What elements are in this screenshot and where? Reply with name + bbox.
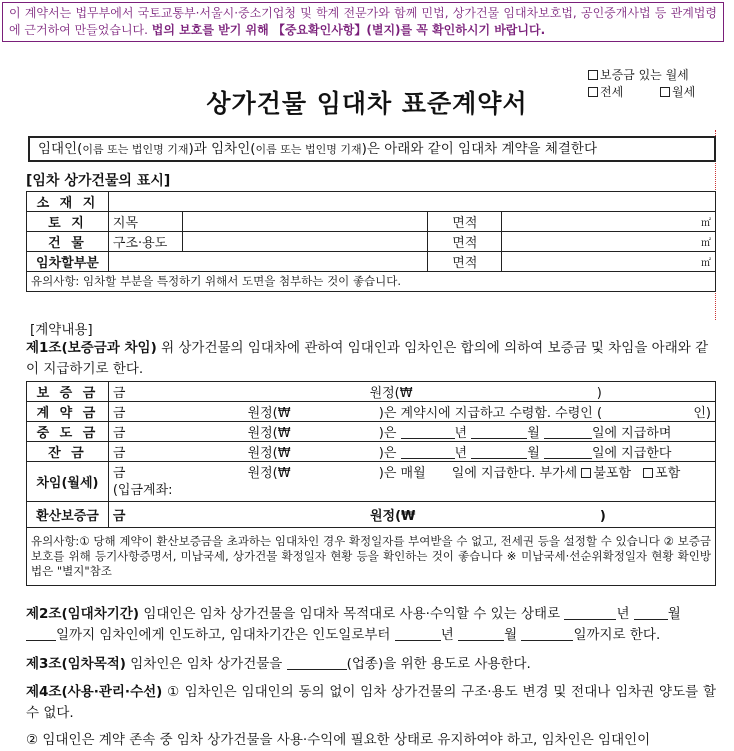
geum-text: 금 bbox=[112, 509, 126, 524]
year-text: 년 bbox=[454, 446, 468, 461]
intro-text: 임대인( bbox=[38, 141, 83, 157]
rent-text: )은 매월 bbox=[378, 465, 426, 481]
table-row bbox=[27, 382, 716, 402]
table-row bbox=[27, 402, 716, 422]
contract-text: )은 계약시에 지급하고 수령함. 수령인 ( bbox=[378, 406, 603, 421]
contract-payment-field[interactable] bbox=[108, 402, 715, 422]
label-land: 토 지 bbox=[27, 212, 109, 232]
won-text: 원정(₩ bbox=[247, 426, 291, 441]
location-field[interactable] bbox=[108, 192, 715, 212]
article-text: (업종)을 위한 용도로 사용한다. bbox=[346, 656, 531, 672]
table-row bbox=[27, 502, 716, 528]
vat-excluded: 불포함 bbox=[593, 465, 632, 481]
label-contract-payment: 계 약 금 bbox=[27, 402, 109, 422]
section-heading-property: [임차 상가건물의 표시] bbox=[26, 173, 171, 189]
year-text: 년 bbox=[616, 606, 630, 622]
payment-note bbox=[27, 528, 716, 586]
area-unit[interactable]: ㎡ bbox=[502, 252, 716, 272]
option-label: 보증금 있는 월세 bbox=[600, 68, 689, 82]
legal-notice-box bbox=[2, 2, 724, 42]
geum-text: 금 bbox=[112, 446, 126, 461]
eun-text: )은 bbox=[378, 426, 397, 441]
intro-text: )과 임차인( bbox=[188, 141, 256, 157]
option-label: 전세 bbox=[600, 85, 624, 99]
notice-important: 법의 보호를 받기 위해 【중요확인사항】(별지)를 꼭 확인하시기 바랍니다. bbox=[151, 23, 546, 37]
table-row bbox=[27, 252, 716, 272]
article-1 bbox=[26, 338, 716, 380]
label-area: 면적 bbox=[428, 252, 502, 272]
payment-table bbox=[26, 381, 716, 586]
area-unit[interactable]: ㎡ bbox=[502, 232, 716, 252]
article-title: 제2조(임대차기간) bbox=[26, 606, 140, 622]
won-text: 원정(₩ bbox=[369, 509, 416, 524]
table-row bbox=[27, 192, 716, 212]
label-middle-payment: 중 도 금 bbox=[27, 422, 109, 442]
paren-text: ) bbox=[596, 386, 602, 401]
rent-day-text: 일에 지급한다. 부가세 bbox=[451, 465, 578, 481]
checkbox-icon[interactable] bbox=[581, 468, 591, 478]
month-text: 월 bbox=[667, 606, 681, 622]
won-text: 원정(₩ bbox=[247, 446, 291, 461]
note-text: ※ 미납국세·선순위확정일자 현황 확인방법은 "별지"참조 bbox=[31, 549, 712, 578]
month-text: 월 bbox=[527, 426, 540, 441]
paren-text: ) bbox=[599, 509, 606, 524]
table-row bbox=[27, 442, 716, 462]
eun-text: )은 bbox=[378, 446, 397, 461]
table-row bbox=[27, 212, 716, 232]
table-row bbox=[27, 232, 716, 252]
year-text: 년 bbox=[454, 426, 468, 441]
label-location: 소 재 지 bbox=[27, 192, 109, 212]
section-heading-contract: [계약내용] bbox=[30, 322, 93, 338]
article-4 bbox=[26, 682, 716, 751]
won-text: 원정(₩ bbox=[369, 386, 413, 401]
note-text: 유의사항:① 당해 계약이 환산보증금을 초과하는 임대차인 경우 확정일자를 부여받을 수 없고, 전세권 등을 설정할 수 있습니다 bbox=[31, 534, 660, 548]
won-text: 원정(₩ bbox=[247, 465, 291, 481]
label-leased-part: 임차할부분 bbox=[27, 252, 109, 272]
converted-deposit-field[interactable] bbox=[108, 502, 715, 528]
geum-text: 금 bbox=[112, 426, 126, 441]
article-text: 임대인은 임차 상가건물을 임대차 목적대로 사용·수익할 수 있는 상태로 bbox=[143, 606, 561, 622]
option-deposit-monthly[interactable] bbox=[588, 66, 689, 83]
deposit-field[interactable] bbox=[108, 382, 715, 402]
intro-small: 이름 또는 법인명 기재 bbox=[82, 143, 189, 156]
year-text: 년 bbox=[440, 627, 454, 643]
area-unit[interactable]: ㎡ bbox=[502, 212, 716, 232]
article-text: 임차인은 임차 상가건물을 bbox=[130, 656, 283, 672]
table-row bbox=[27, 272, 716, 292]
intro-sentence bbox=[28, 136, 716, 162]
property-note: 유의사항: 임차할 부분을 특정하기 위해서 도면을 첨부하는 것이 좋습니다. bbox=[27, 272, 716, 292]
label-land-category: 지목 bbox=[108, 212, 182, 232]
table-row bbox=[27, 528, 716, 586]
article-3 bbox=[26, 654, 716, 675]
checkbox-icon[interactable] bbox=[588, 70, 598, 80]
article-text: 일까지 임차인에게 인도하고, 임대차기간은 인도일로부터 bbox=[56, 627, 391, 643]
label-area: 면적 bbox=[428, 212, 502, 232]
table-row bbox=[27, 422, 716, 442]
account-text: (입금계좌: bbox=[112, 482, 173, 498]
checkbox-icon[interactable] bbox=[643, 468, 653, 478]
intro-text: )은 아래와 같이 임대차 계약을 체결한다 bbox=[361, 141, 598, 157]
article-title: 제3조(임차목적) bbox=[26, 656, 126, 672]
article-text: 위 상가건물의 임대차에 관하여 임대인과 임차인은 합의에 의하여 보증금 및 차임을 아래와 같이 지급하기로 한다. bbox=[26, 340, 709, 377]
month-text: 월 bbox=[527, 446, 540, 461]
geum-text: 금 bbox=[112, 465, 126, 481]
day-text: 일에 지급하며 bbox=[591, 426, 672, 441]
article-title: 제1조(보증금과 차임) bbox=[26, 340, 157, 356]
label-rent: 차임(월세) bbox=[27, 462, 109, 502]
middle-payment-field[interactable] bbox=[108, 422, 715, 442]
land-category-field[interactable] bbox=[182, 212, 428, 232]
vat-included: 포함 bbox=[655, 465, 681, 481]
day-text: 일에 지급한다 bbox=[591, 446, 672, 461]
article-2 bbox=[26, 604, 716, 646]
label-area: 면적 bbox=[428, 232, 502, 252]
table-row bbox=[27, 462, 716, 502]
won-text: 원정(₩ bbox=[247, 406, 291, 421]
rent-field[interactable] bbox=[108, 462, 715, 502]
notice-text: 이 계약서는 법무부에서 국토교통부·서울시·중소기업청 및 학계 전문가와 함께 민법, 상가건물 임대차보호법, 공인중개사법 등 관계법령에 근거하여 만들었습니다. bbox=[9, 6, 717, 37]
month-text: 월 bbox=[504, 627, 518, 643]
intro-small: 이름 또는 법인명 기재 bbox=[255, 143, 362, 156]
label-converted-deposit: 환산보증금 bbox=[27, 502, 109, 528]
article-text: ② 임대인은 계약 존속 중 임차 상가건물을 사용·수익에 필요한 상태로 유지하여야 하고, 임차인은 임대인이 bbox=[26, 732, 651, 748]
structure-use-field[interactable] bbox=[182, 232, 428, 252]
leased-part-field[interactable] bbox=[108, 252, 428, 272]
label-deposit: 보 증 금 bbox=[27, 382, 109, 402]
article-text: 일까지로 한다. bbox=[573, 627, 661, 643]
property-table bbox=[26, 191, 716, 292]
geum-text: 금 bbox=[112, 406, 126, 421]
label-structure-use: 구조·용도 bbox=[108, 232, 182, 252]
contract-end: 인) bbox=[693, 406, 711, 421]
balance-field[interactable] bbox=[108, 442, 715, 462]
option-label: 월세 bbox=[672, 85, 696, 99]
label-building: 건 물 bbox=[27, 232, 109, 252]
article-text: ① 임차인은 임대인의 동의 없이 임차 상가건물의 구조·용도 변경 및 전대나 임차권 양도를 할 수 없다. bbox=[26, 684, 716, 721]
document-title: 상가건물 임대차 표준계약서 bbox=[206, 89, 528, 118]
note-text: ② 보증금 보호를 위해 등기사항증명서, 미납국세, 상가건물 확정일자 현황 등을 확인하는 것이 좋습니다 bbox=[31, 534, 711, 563]
label-balance: 잔 금 bbox=[27, 442, 109, 462]
geum-text: 금 bbox=[112, 386, 126, 401]
article-title: 제4조(사용·관리·수선) bbox=[26, 684, 163, 700]
